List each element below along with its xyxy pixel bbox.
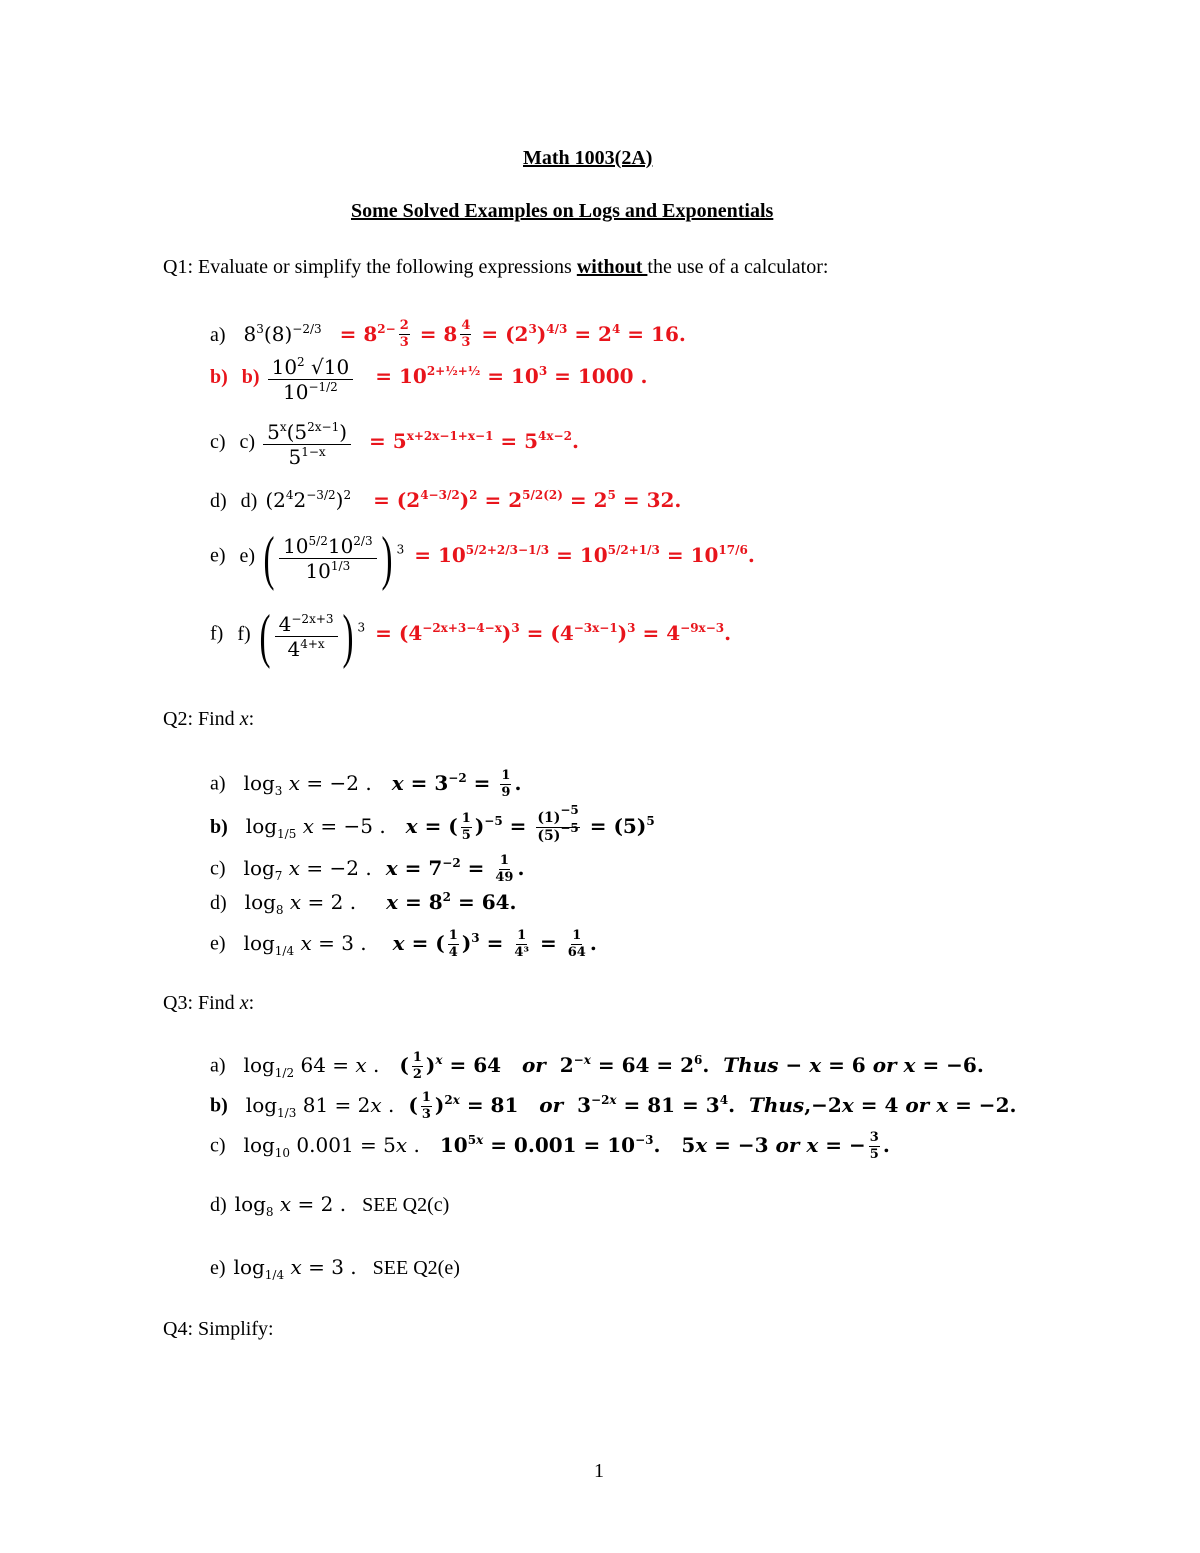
q1-e-label: e) <box>210 544 226 567</box>
q2-prompt: Q2: Find x: <box>163 708 255 730</box>
q3-b-label: b) <box>210 1094 228 1117</box>
q1-prompt-pre: Q1: Evaluate or simplify the following expressions <box>163 256 577 278</box>
q2-item-c: c) $\log_7 x = -2$ . $x = 7^{-2}$ = $\frac{1}{49}$ . <box>210 853 525 885</box>
q3-item-a: a) $\log_{1/2} 64 = x$ . ( $\frac{1}{2}$ )$^x$ = 64 or $2^{-x} = 64 = 2^6$. Thus − x = 6 or x = −6. <box>210 1050 984 1082</box>
q3-c-label: c) <box>210 1134 226 1157</box>
q1-c-sublabel: c) <box>239 431 256 454</box>
q1-c-label: c) <box>210 431 226 454</box>
q1-d-sublabel: d) <box>240 490 258 512</box>
q1-e-sublabel: e) <box>239 544 256 567</box>
q1-item-b: b) b) $\frac{10^2 √10}{10^{-1/2}}$ = $10^{2+\frac{1}{2}+\frac{1}{2}} = 10^3 = 1000$ . <box>210 355 648 404</box>
q3-item-e: e) $\log_{1/4} x = 3$ . SEE Q2(e) <box>210 1255 460 1282</box>
q1-f-label: f) <box>210 622 224 645</box>
q1-item-c: c) c) $\frac{5^x(5^{2x-1})}{5^{1-x}}$ = $5^{x+2x-1+x-1} = 5^{4x-2}$. <box>210 420 579 469</box>
q2-item-e: e) $\log_{1/4} x = 3$ . x = ( $\frac{1}{4}$ )$^3$ = $\frac{1}{\text{4³}}$ = $\frac{1}{64}$ . <box>210 928 597 960</box>
q1-b-sublabel: b) <box>241 366 260 389</box>
q3-item-b: b) $\log_{1/3} 81 = 2x$ . ( $\frac{1}{3}$ )$^{2x}$ = 81 or $3^{-2x} = 81 = 3^4$. Thus,−2x = 4 or x = −2. <box>210 1090 1017 1122</box>
q2-a-label: a) <box>210 772 226 795</box>
q1-item-d: d) d) $(2^42^{-3/2})^2 = (2^{4-3/2})^2 = 2^{5/2(2)} = 2^5 = 32$. <box>210 488 682 512</box>
q3-e-reference: SEE Q2(e) <box>372 1257 460 1279</box>
page-number: 1 <box>594 1460 604 1482</box>
q2-d-label: d) <box>210 892 227 914</box>
page-subtitle: Some Solved Examples on Logs and Exponentials <box>351 200 774 222</box>
q3-d-reference: SEE Q2(c) <box>362 1194 450 1216</box>
q1-prompt-post: the use of a calculator: <box>647 256 829 278</box>
q3-item-d: d) $\log_8 x = 2$ . SEE Q2(c) <box>210 1192 450 1219</box>
q2-b-label: b) <box>210 815 228 838</box>
q2-e-label: e) <box>210 932 226 955</box>
q1-b-label: b) <box>210 366 228 389</box>
q2-item-a: a) $\log_3 x = -2$ . $x = 3^{-2}$ = $\frac{1}{9}$ . <box>210 768 522 800</box>
q1-d-label: d) <box>210 490 227 512</box>
q2-c-label: c) <box>210 857 226 880</box>
q3-prompt: Q3: Find x: <box>163 992 255 1014</box>
q1-item-a: a) $8^3(8)^{-2/3} = 8^{2- \frac{2}{3}}$ = 8 $^{\frac{4}{3}}$ = $(2^3)^{4/3} = 2^4 = 16$. <box>210 318 686 350</box>
q3-d-label: d) <box>210 1194 227 1216</box>
q1-item-f: f) f) ( $\frac{4^{-2x+3}}{4^{4+x}}$ ) $^3 = (4^{-2x+3-4-x})^3 = (4^{-3x-1})^3 = 4^{-9x-3}$. <box>210 603 732 669</box>
q3-e-label: e) <box>210 1257 226 1279</box>
q2-item-b: b) $\log_{1/5} x = -5$ . x = ( $\frac{1}{5}$ )$^{-5}$ = $\frac{(1)^{-5}}{(5)^{-5}}$ = $(5)^5$ <box>210 803 655 844</box>
course-title: Math 1003(2A) <box>523 147 653 169</box>
q2-item-d: d) $\log_8 x = 2$ . $x = 8^2 = 64$. <box>210 890 517 917</box>
q3-item-c: c) $\log_{10} 0.001 = 5x$ . $10^{5x} = 0.001 = 10^{-3}$. 5x = −3 or x = − $\frac{3}{5}$ . <box>210 1130 890 1162</box>
q1-prompt <box>163 256 828 279</box>
q1-f-sublabel: f) <box>237 622 251 645</box>
q1-item-e: e) e) ( $\frac{10^{5/2}10^{2/3}}{10^{1/3}}$ ) $^3 = 10^{5/2+2/3-1/3} = 10^{5/2+1/3} = 10^{17/6}$. <box>210 525 755 591</box>
q1-a-label: a) <box>210 324 226 346</box>
q4-prompt: Q4: Simplify: <box>163 1318 274 1340</box>
q3-a-label: a) <box>210 1054 226 1077</box>
q1-prompt-emph: without <box>576 256 648 278</box>
